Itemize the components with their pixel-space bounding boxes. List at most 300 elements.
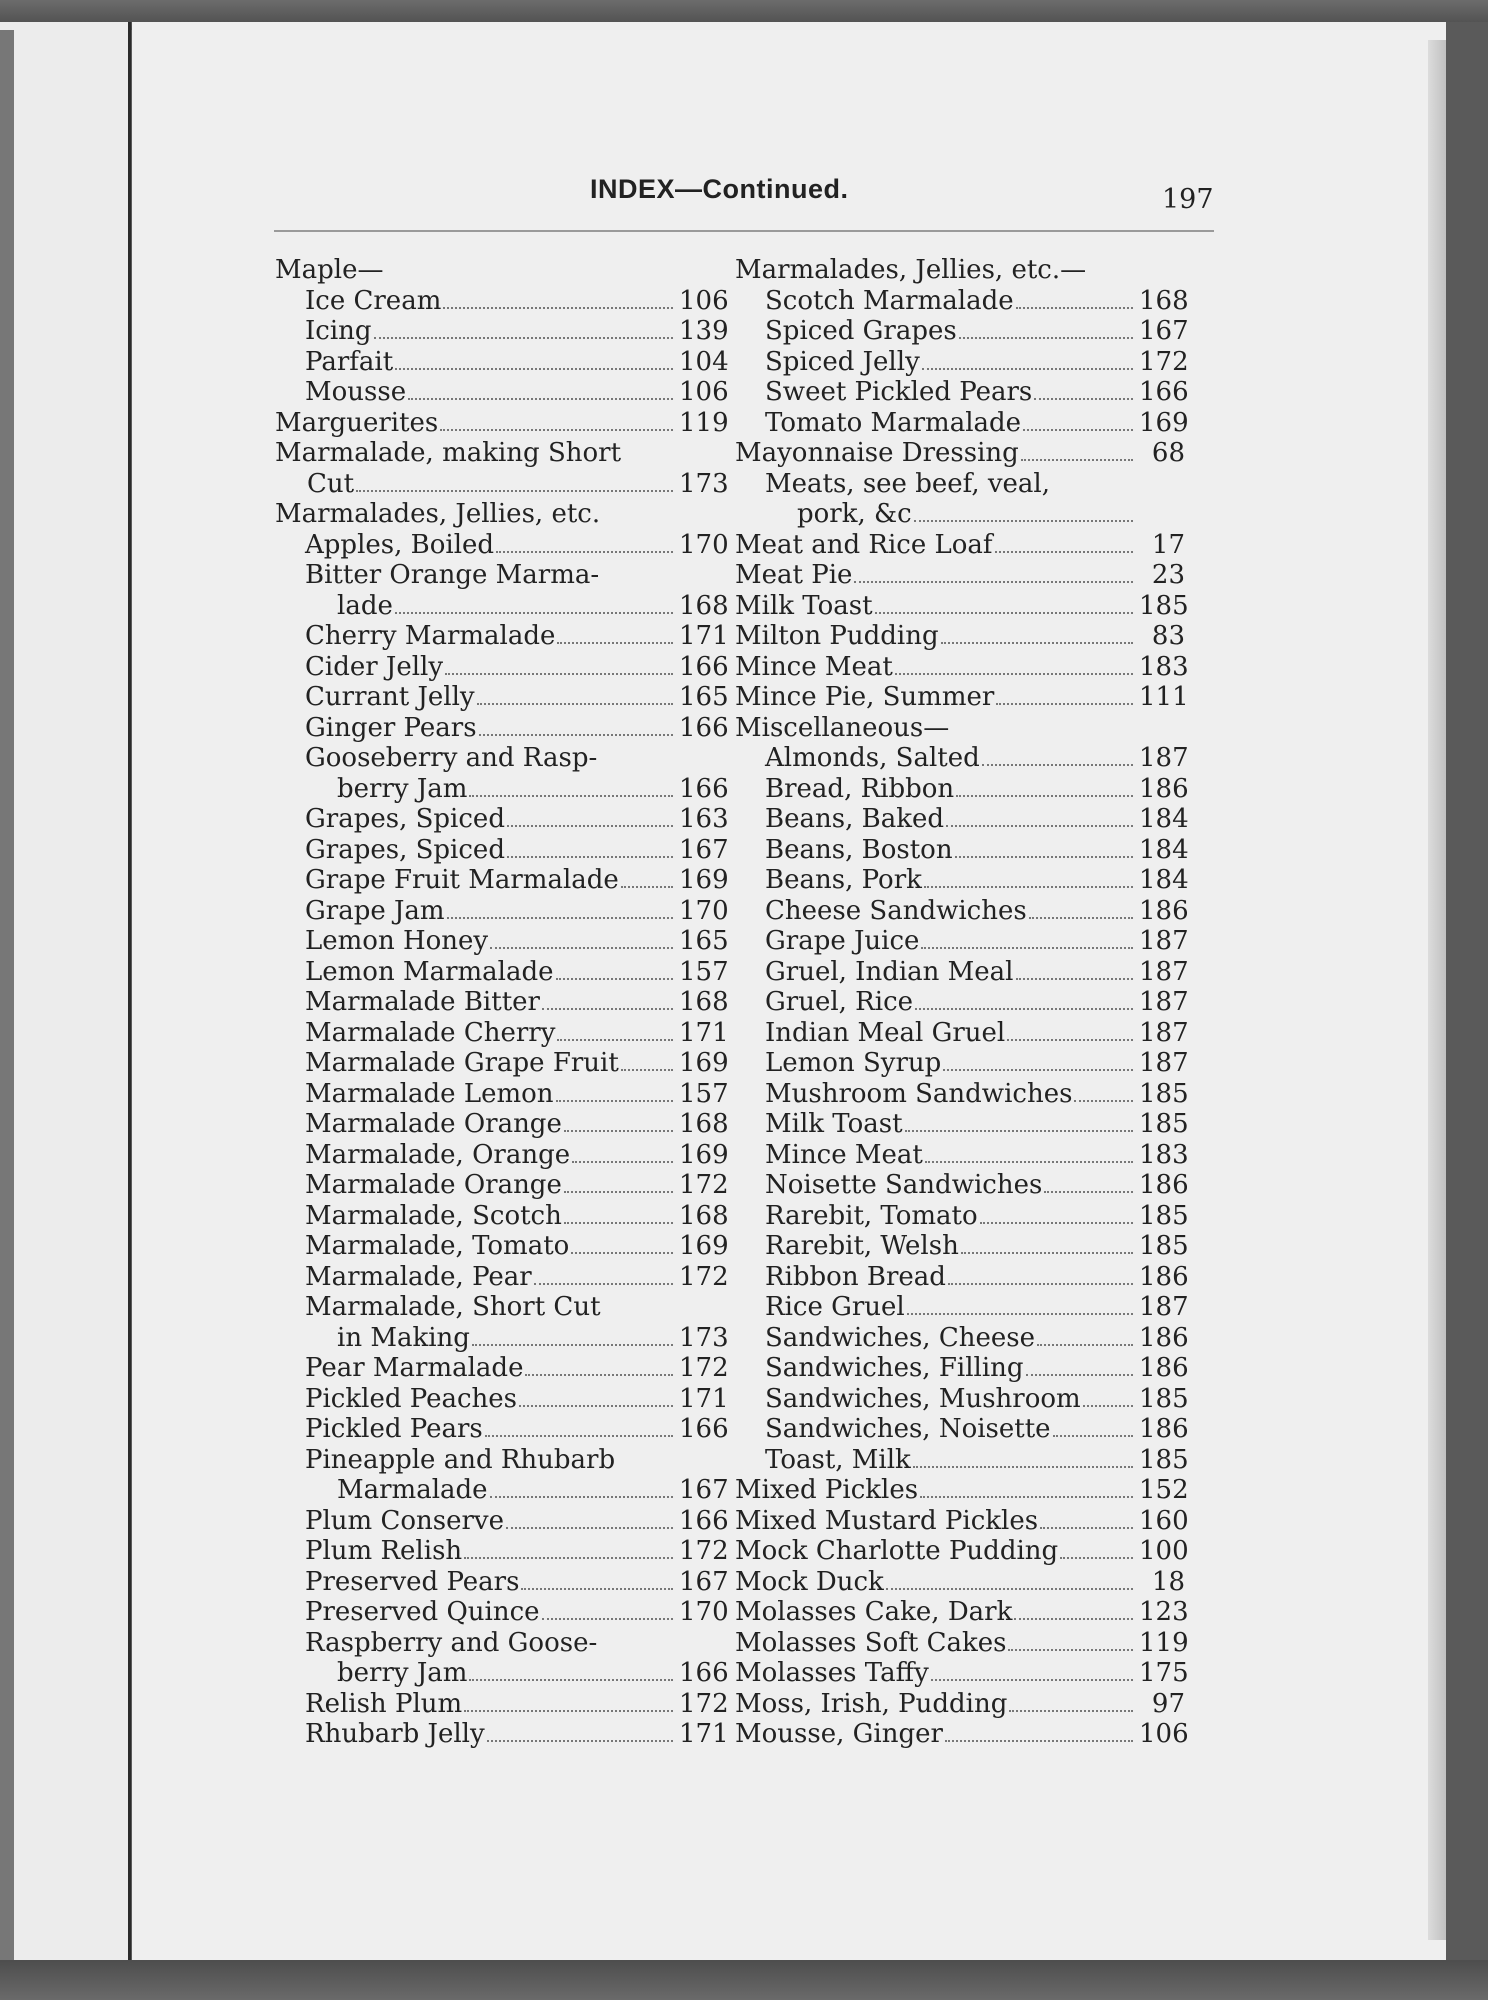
index-entry (275, 1688, 729, 1720)
index-entry-line (765, 1048, 1189, 1079)
index-page-number: 168 (679, 1109, 729, 1139)
index-entry-continuation (305, 1658, 729, 1689)
index-entry (275, 865, 729, 896)
index-entry (275, 1536, 729, 1567)
index-entry-line (765, 407, 1189, 439)
dot-leader (915, 1008, 1133, 1010)
index-entry (275, 1200, 729, 1232)
index-entry (735, 651, 1189, 683)
index-entry-line (735, 1505, 1189, 1537)
index-page-number: 173 (679, 1322, 729, 1353)
index-entry-text: Beans, Boston (765, 834, 953, 865)
index-entry (275, 560, 729, 621)
index-entry-text: Milk Toast (765, 1109, 903, 1139)
index-entry-line (765, 773, 1189, 805)
index-entry-line (305, 1688, 729, 1720)
index-entry-text: Miscellaneous— (735, 712, 950, 743)
index-entry (735, 1536, 1189, 1567)
index-entry-line (765, 1200, 1189, 1232)
dot-leader (948, 1283, 1133, 1285)
index-entry (735, 1322, 1189, 1354)
dot-leader (621, 1069, 673, 1071)
index-entry-text: Marmalades, Jellies, etc. (275, 499, 601, 529)
index-entry (735, 895, 1189, 927)
dot-leader (469, 1679, 673, 1681)
index-entry (275, 1078, 729, 1110)
index-entry-text: Marmalade Orange (305, 1109, 562, 1139)
index-entry-text: Marmalade (337, 1475, 488, 1505)
index-entry-text: Gruel, Indian Meal (765, 956, 1014, 987)
index-page-number: 185 (1139, 1109, 1189, 1139)
index-entry (275, 499, 725, 530)
dot-leader (1007, 1039, 1133, 1041)
index-entry-text: Marmalade Bitter (305, 987, 540, 1017)
index-entry (735, 1383, 1189, 1415)
index-entry (275, 621, 729, 652)
index-entry-line (305, 1719, 729, 1750)
index-entry (275, 987, 729, 1018)
index-entry-line (305, 377, 729, 408)
index-entry-line (305, 1383, 729, 1415)
index-entry (275, 712, 729, 744)
index-entry (735, 1475, 1189, 1506)
index-entry-line (305, 1353, 729, 1384)
dot-leader (925, 1161, 1133, 1163)
index-entry (735, 1719, 1189, 1750)
index-entry (275, 1505, 729, 1537)
index-entry (275, 316, 729, 347)
index-entry (735, 590, 1189, 622)
index-page-number: 166 (679, 773, 729, 804)
dot-leader (490, 947, 673, 949)
index-entry-text: Marmalade, Scotch (305, 1200, 562, 1231)
dot-leader (469, 795, 673, 797)
index-entry (735, 1567, 1185, 1598)
index-entry-text: Pickled Peaches (305, 1383, 517, 1414)
index-entry-text: Lemon Syrup (765, 1048, 942, 1078)
index-entry-line (765, 1414, 1189, 1445)
index-page-number: 119 (679, 407, 729, 438)
index-entry (275, 407, 729, 439)
index-entry-text: Molasses Cake, Dark (735, 1597, 1013, 1627)
index-entry-line (735, 651, 1189, 683)
index-entry (735, 530, 1185, 561)
dot-leader (931, 1679, 1133, 1681)
index-page-number: 184 (1139, 834, 1189, 865)
index-page-number: 183 (1139, 1139, 1189, 1170)
index-entry (275, 651, 729, 683)
index-page-number: 171 (679, 1719, 729, 1749)
index-page-number: 166 (679, 1505, 729, 1536)
dot-leader (440, 429, 673, 431)
index-page-number: 160 (1139, 1505, 1189, 1536)
dot-leader (557, 642, 673, 644)
index-entry-line (305, 1048, 729, 1079)
dot-leader (907, 1313, 1133, 1315)
index-entry-text: Molasses Taffy (735, 1658, 929, 1688)
index-entry-text: Ice Cream (305, 285, 442, 316)
index-entry-line (305, 1414, 729, 1445)
index-entry-text: Marmalade, Pear (305, 1261, 532, 1292)
index-entry (735, 1627, 1189, 1659)
index-entry (275, 956, 729, 988)
index-entry (275, 926, 729, 957)
index-entry (735, 1017, 1189, 1049)
index-page-number: 169 (1139, 407, 1189, 438)
index-entry-line (305, 895, 729, 927)
index-page-number: 163 (679, 804, 729, 834)
index-entry-line (765, 804, 1189, 835)
index-entry-text: Marmalade, Short Cut (305, 1292, 601, 1322)
index-entry-line (305, 804, 729, 835)
dot-leader (922, 368, 1133, 370)
dot-leader (905, 1130, 1133, 1132)
index-entry-line (305, 1536, 729, 1567)
index-entry-line (765, 377, 1189, 408)
dot-leader (941, 642, 1133, 644)
index-entry (735, 438, 1185, 469)
index-entry (735, 377, 1189, 408)
index-page-number: 166 (679, 712, 729, 743)
index-entry-continuation (305, 773, 729, 805)
index-entry-line (765, 1139, 1189, 1171)
index-entry-line (735, 530, 1185, 561)
index-page-number: 170 (679, 895, 729, 926)
index-page-number: 170 (679, 1597, 729, 1627)
index-entry-line (765, 1292, 1189, 1323)
index-entry-text: Beans, Baked (765, 804, 945, 834)
index-entry-line (735, 1689, 1185, 1720)
dot-leader (395, 612, 673, 614)
index-entry-text: Cherry Marmalade (305, 621, 556, 651)
dot-leader (521, 1588, 673, 1590)
index-entry (735, 987, 1189, 1018)
dot-leader (946, 825, 1133, 827)
dot-leader (556, 1100, 673, 1102)
index-entry-line (765, 1017, 1189, 1049)
index-entry-line (305, 865, 729, 896)
dot-leader (886, 1588, 1133, 1590)
index-entry-text: Pear Marmalade (305, 1353, 524, 1383)
index-entry-line (305, 712, 729, 744)
index-entry-text: Ginger Pears (305, 712, 477, 743)
index-entry (275, 255, 725, 286)
index-page-number: 185 (1139, 1078, 1189, 1109)
index-entry-line (305, 1566, 729, 1598)
index-page-number: 169 (679, 1231, 729, 1261)
index-page-number: 171 (679, 621, 729, 651)
index-page-number: 97 (1151, 1688, 1185, 1719)
page-fore-edge (1428, 40, 1448, 1940)
index-entry-line (735, 621, 1185, 652)
index-entry-continuation (305, 1475, 729, 1506)
index-entry-continuation (765, 499, 1185, 530)
index-entry (735, 956, 1189, 988)
index-entry (735, 682, 1189, 713)
dot-leader (464, 1557, 673, 1559)
index-page-number: 23 (1151, 560, 1185, 590)
index-page-number: 187 (1139, 1048, 1189, 1078)
dot-leader (956, 795, 1133, 797)
index-page-number: 119 (1139, 1627, 1189, 1658)
book-spine-strip (0, 30, 14, 1960)
index-entry-text: Marguerites (275, 407, 439, 438)
index-page-number: 185 (1139, 1383, 1189, 1414)
index-page-number: 172 (679, 1261, 729, 1292)
index-entry-text: Noisette Sandwiches (765, 1170, 1043, 1200)
index-entry-line (305, 987, 729, 1018)
dot-leader (571, 1252, 673, 1254)
index-entry-line (735, 1627, 1189, 1659)
index-entry (735, 1505, 1189, 1537)
dot-leader (374, 337, 673, 339)
index-entry (275, 1719, 729, 1750)
index-entry-text: Plum Conserve (305, 1505, 504, 1536)
index-entry-text: Bread, Ribbon (765, 773, 955, 804)
dot-leader (1034, 398, 1133, 400)
index-entry-text: Rhubarb Jelly (305, 1719, 485, 1749)
index-entry-text: Ribbon Bread (765, 1261, 946, 1292)
index-page-number: 167 (679, 1475, 729, 1505)
dot-leader (913, 1466, 1133, 1468)
index-entry-text: Scotch Marmalade (765, 285, 1014, 316)
dot-leader (875, 612, 1133, 614)
index-entry (275, 1414, 729, 1445)
index-entry-text: Spiced Jelly (765, 346, 920, 377)
dot-leader (408, 398, 673, 400)
index-entry-line (305, 529, 729, 561)
index-entry-text: Currant Jelly (305, 682, 475, 712)
index-entry-line (305, 1200, 729, 1232)
index-entry (735, 1200, 1189, 1232)
dot-leader (507, 856, 673, 858)
dot-leader (464, 1710, 673, 1712)
index-entry (275, 1017, 729, 1049)
index-entry-text: Marmalade Cherry (305, 1017, 556, 1048)
index-entry-text: Milk Toast (735, 590, 873, 621)
dot-leader (1026, 1374, 1133, 1376)
index-entry-line (305, 1505, 729, 1537)
index-entry-line (765, 1170, 1189, 1201)
index-entry-line (735, 255, 1185, 286)
dot-leader (443, 307, 673, 309)
index-entry-text: Tomato Marmalade (765, 407, 1022, 438)
index-entry-text: Preserved Pears (305, 1566, 520, 1597)
index-entry-text: Sandwiches, Noisette (765, 1414, 1051, 1444)
index-entry (735, 346, 1189, 378)
index-entry (275, 1261, 729, 1293)
index-entry (275, 1353, 729, 1384)
index-entry-text: Lemon Marmalade (305, 956, 554, 987)
index-entry-text: Plum Relish (305, 1536, 463, 1566)
index-entry (735, 1109, 1189, 1140)
index-page-number: 186 (1139, 1353, 1189, 1383)
dot-leader (507, 825, 673, 827)
index-entry-line (765, 1078, 1189, 1110)
index-entry (275, 1383, 729, 1415)
index-entry-text: Marmalade Lemon (305, 1078, 554, 1109)
index-entry-line (305, 1231, 729, 1262)
index-page-number: 172 (679, 1536, 729, 1566)
index-page-number: 168 (1139, 285, 1189, 316)
index-entry-text: Meats, see beef, veal, (765, 468, 1051, 499)
index-entry-text: Mousse, Ginger (735, 1719, 943, 1749)
dot-leader (1074, 1100, 1133, 1102)
index-entry-line (305, 316, 729, 347)
index-entry (735, 560, 1185, 591)
facing-page-edge (0, 22, 131, 1962)
index-entry-line (305, 1292, 725, 1323)
index-entry-text: Grape Jam (305, 895, 445, 926)
dot-leader (564, 1130, 673, 1132)
index-entry-line (765, 285, 1189, 317)
index-entry-line (305, 651, 729, 683)
index-entry-text: Rice Gruel (765, 1292, 905, 1322)
index-page-number: 171 (679, 1383, 729, 1414)
index-entry-line (735, 1536, 1189, 1567)
dot-leader (1014, 1618, 1133, 1620)
index-entry-line (735, 1475, 1189, 1506)
index-entry (275, 1170, 729, 1201)
index-page-number: 186 (1139, 1261, 1189, 1292)
index-entry-text: Rarebit, Tomato (765, 1200, 978, 1231)
index-entry-text: Grape Fruit Marmalade (305, 865, 619, 895)
index-entry-text: Mixed Mustard Pickles (735, 1505, 1039, 1536)
dot-leader (943, 1069, 1133, 1071)
scan-frame-right (1446, 22, 1488, 1962)
dot-leader (564, 1191, 673, 1193)
index-entry-text: Preserved Quince (305, 1597, 540, 1627)
index-entry-text: Relish Plum (305, 1688, 463, 1719)
index-entry-line (765, 987, 1189, 1018)
dot-leader (980, 1222, 1133, 1224)
index-entry-text: Molasses Soft Cakes (735, 1627, 1007, 1658)
dot-leader (621, 886, 673, 888)
index-entry-text: Icing (305, 316, 372, 346)
index-entry (735, 713, 1185, 744)
index-entry (275, 743, 729, 804)
dot-leader (525, 1374, 673, 1376)
index-page-number: 166 (1139, 377, 1189, 407)
dot-leader (1023, 429, 1133, 431)
index-entry-text: berry Jam (337, 1658, 468, 1688)
index-page-number: 183 (1139, 651, 1189, 682)
dot-leader (1053, 1435, 1133, 1437)
dot-leader (1029, 917, 1133, 919)
index-page-number: 187 (1139, 1017, 1189, 1048)
index-entry-text: Mushroom Sandwiches (765, 1078, 1073, 1109)
index-entry-line (305, 1445, 725, 1476)
index-entry-text: in Making (337, 1322, 470, 1353)
index-entry (275, 1048, 729, 1079)
index-entry-line (765, 469, 1185, 500)
index-page-number: 172 (679, 1353, 729, 1383)
index-page-number: 172 (679, 1688, 729, 1719)
index-page-number: 106 (679, 285, 729, 316)
index-entry (275, 377, 729, 408)
index-entry-text: Maple— (275, 255, 384, 285)
dot-leader (485, 1435, 673, 1437)
index-entry-text: Lemon Honey (305, 926, 489, 956)
index-entry-text: Meat and Rice Loaf (735, 529, 993, 560)
dot-leader (1040, 1527, 1133, 1529)
index-entry-line (305, 926, 729, 957)
index-entry (735, 1414, 1189, 1445)
index-entry (275, 1231, 729, 1262)
index-entry (275, 1566, 729, 1598)
index-entry (275, 1444, 729, 1506)
index-entry-text: Gooseberry and Rasp- (305, 743, 598, 773)
index-page-number: 166 (679, 651, 729, 682)
index-entry-line (765, 1383, 1189, 1415)
index-entry-text: Marmalade Orange (305, 1170, 562, 1200)
index-page-number: 184 (1139, 804, 1189, 834)
index-entry-line (765, 1444, 1189, 1476)
index-entry-text: Marmalade, making Short (275, 438, 622, 468)
index-entry (275, 1597, 729, 1628)
index-entry-line (275, 438, 725, 469)
dot-leader (945, 1740, 1133, 1742)
index-column-left (275, 255, 729, 1750)
index-entry-text: Toast, Milk (765, 1444, 911, 1475)
index-entry-text: Cut (307, 468, 355, 499)
index-entry (735, 743, 1189, 774)
dot-leader (895, 673, 1133, 675)
index-page-number: 185 (1139, 1200, 1189, 1231)
index-page-number: 175 (1139, 1658, 1189, 1688)
index-entry-text: Sandwiches, Cheese (765, 1322, 1035, 1353)
dot-leader (924, 886, 1133, 888)
index-entry-text: Pickled Pears (305, 1414, 483, 1444)
index-page-number: 165 (679, 926, 729, 956)
index-page-number: 104 (679, 346, 729, 377)
index-entry (735, 255, 1185, 286)
index-page-number: 187 (1139, 743, 1189, 773)
dot-leader (490, 1496, 673, 1498)
index-page-number: 186 (1139, 773, 1189, 804)
index-entry (735, 469, 1185, 530)
scan-frame-bottom (0, 1960, 1488, 2000)
index-entry-text: Bitter Orange Marma- (305, 560, 600, 590)
index-page-number: 17 (1151, 529, 1185, 560)
dot-leader (955, 856, 1133, 858)
index-entry-text: Rarebit, Welsh (765, 1231, 959, 1261)
index-entry-line (765, 895, 1189, 927)
index-page-number: 166 (679, 1658, 729, 1688)
dot-leader (534, 1283, 673, 1285)
dot-leader (1016, 307, 1133, 309)
index-entry-line (765, 1322, 1189, 1354)
index-page-number: 187 (1139, 956, 1189, 987)
index-page-number: 186 (1139, 895, 1189, 926)
index-entry-line (305, 1628, 725, 1659)
index-entry-text: berry Jam (337, 773, 468, 804)
index-page-number: 185 (1139, 590, 1189, 621)
page-title: INDEX—Continued. (590, 174, 849, 204)
index-entry-line (735, 560, 1185, 591)
index-page-number: 186 (1139, 1322, 1189, 1353)
index-entry-line (735, 1567, 1185, 1598)
index-entry-line (765, 346, 1189, 378)
index-entry-line (305, 1597, 729, 1628)
dot-leader (996, 703, 1133, 705)
index-page-number: 168 (679, 987, 729, 1017)
index-entry-text: Beans, Pork (765, 865, 922, 895)
dot-leader (477, 703, 673, 705)
index-entry (735, 1597, 1189, 1628)
index-entry (735, 804, 1189, 835)
dot-leader (1008, 1649, 1133, 1651)
